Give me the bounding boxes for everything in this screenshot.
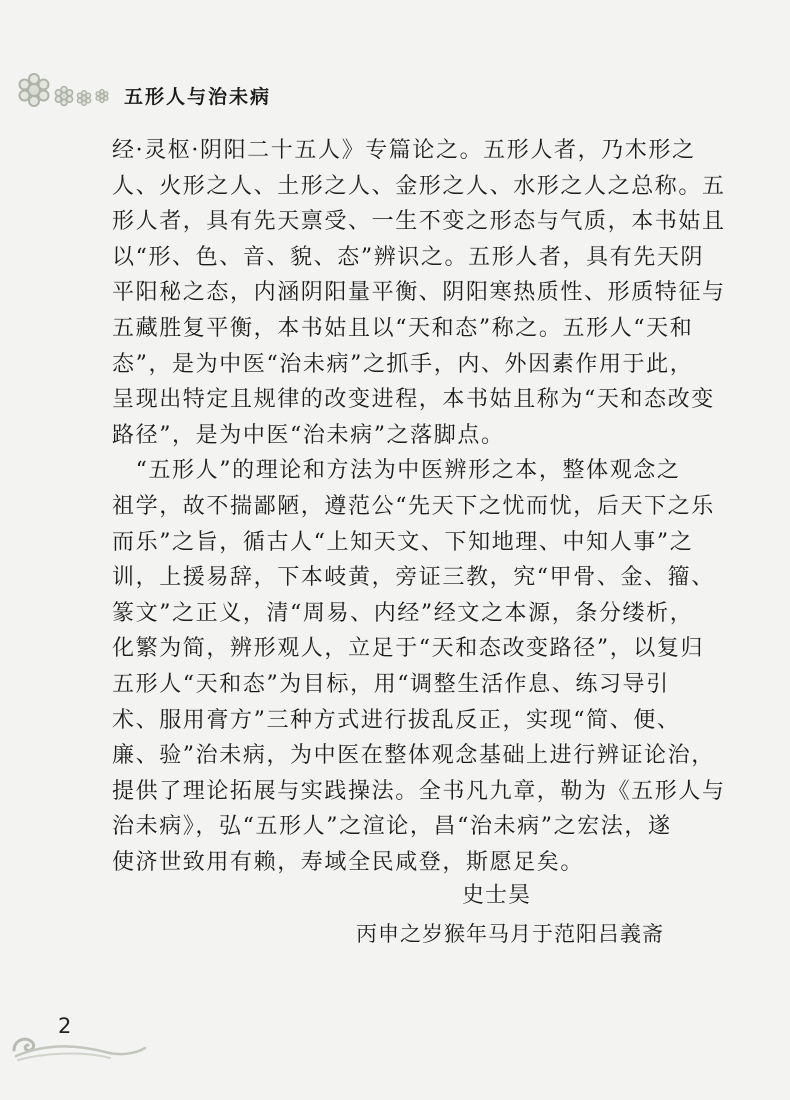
text-line: 以“形、色、音、貌、态”辨识之。五形人者，具有先天阴 xyxy=(112,244,705,270)
page-header xyxy=(14,68,414,112)
text-line: 五藏胜复平衡，本书姑且以“天和态”称之。五形人“天和 xyxy=(112,315,694,341)
cloud-swirl-icon xyxy=(10,1010,150,1070)
text-line: 而乐”之旨，循古人“上知天文、下知地理、中知人事”之 xyxy=(112,529,694,555)
text-line: “五形人”的理论和方法为中医辨形之本，整体观念之 xyxy=(112,458,681,484)
text-line: 路径”，是为中医“治未病”之落脚点。 xyxy=(112,422,505,448)
text-line: 态”，是为中医“治未病”之抓手，内、外因素作用于此， xyxy=(112,351,694,377)
text-line: 化繁为简，辨形观人，立足于“天和态改变路径”，以复归 xyxy=(112,636,705,662)
text-line: 术、服用膏方”三种方式进行拔乱反正，实现“简、便、 xyxy=(112,707,681,733)
text-line: 训，上援易辞，下本岐黄，旁证三教，究“甲骨、金、籀、 xyxy=(112,565,715,591)
body-text xyxy=(112,133,726,880)
text-line: 五形人“天和态”为目标，用“调整生活作息、练习导引 xyxy=(112,671,670,697)
text-line: 祖学，故不揣鄙陋，遵范公“先天下之忧而忧，后天下之乐 xyxy=(112,493,715,519)
author-signature: 史士昊 xyxy=(462,883,532,908)
text-line: 平阳秘之态，内涵阴阳量平衡、阴阳寒热质性、形质特征与 xyxy=(112,280,726,306)
text-line: 廉、验”治未病，为中医在整体观念基础上进行辨证论治， xyxy=(112,743,715,769)
text-line: 人、火形之人、土形之人、金形之人、水形之人之总称。五 xyxy=(112,173,726,199)
page-footer xyxy=(10,1010,150,1070)
running-title: 五形人与治未病 xyxy=(124,86,272,108)
flower-cluster-icon xyxy=(14,68,124,112)
text-line: 提供了理论拓展与实践操法。全书凡九章，勒为《五形人与 xyxy=(112,778,726,804)
text-line: 形人者，具有先天禀受、一生不变之形态与气质，本书姑且 xyxy=(112,209,726,235)
text-line: 治未病》，弘“五形人”之渲论，昌“治未病”之宏法，遂 xyxy=(112,814,672,840)
text-line: 经·灵枢·阴阳二十五人》专篇论之。五形人者，乃木形之 xyxy=(112,138,696,163)
page-number: 2 xyxy=(58,1014,72,1038)
text-line: 呈现出特定且规律的改变进程，本书姑且称为“天和态改变 xyxy=(112,387,715,413)
dateline: 丙申之岁猴年马月于范阳吕義斋 xyxy=(356,922,664,946)
text-line: 使济世致用有赖，寿域全民咸登，斯愿足矣。 xyxy=(112,849,585,875)
text-line: 篆文”之正义，清“周易、内经”经文之本源，条分缕析， xyxy=(112,600,694,626)
